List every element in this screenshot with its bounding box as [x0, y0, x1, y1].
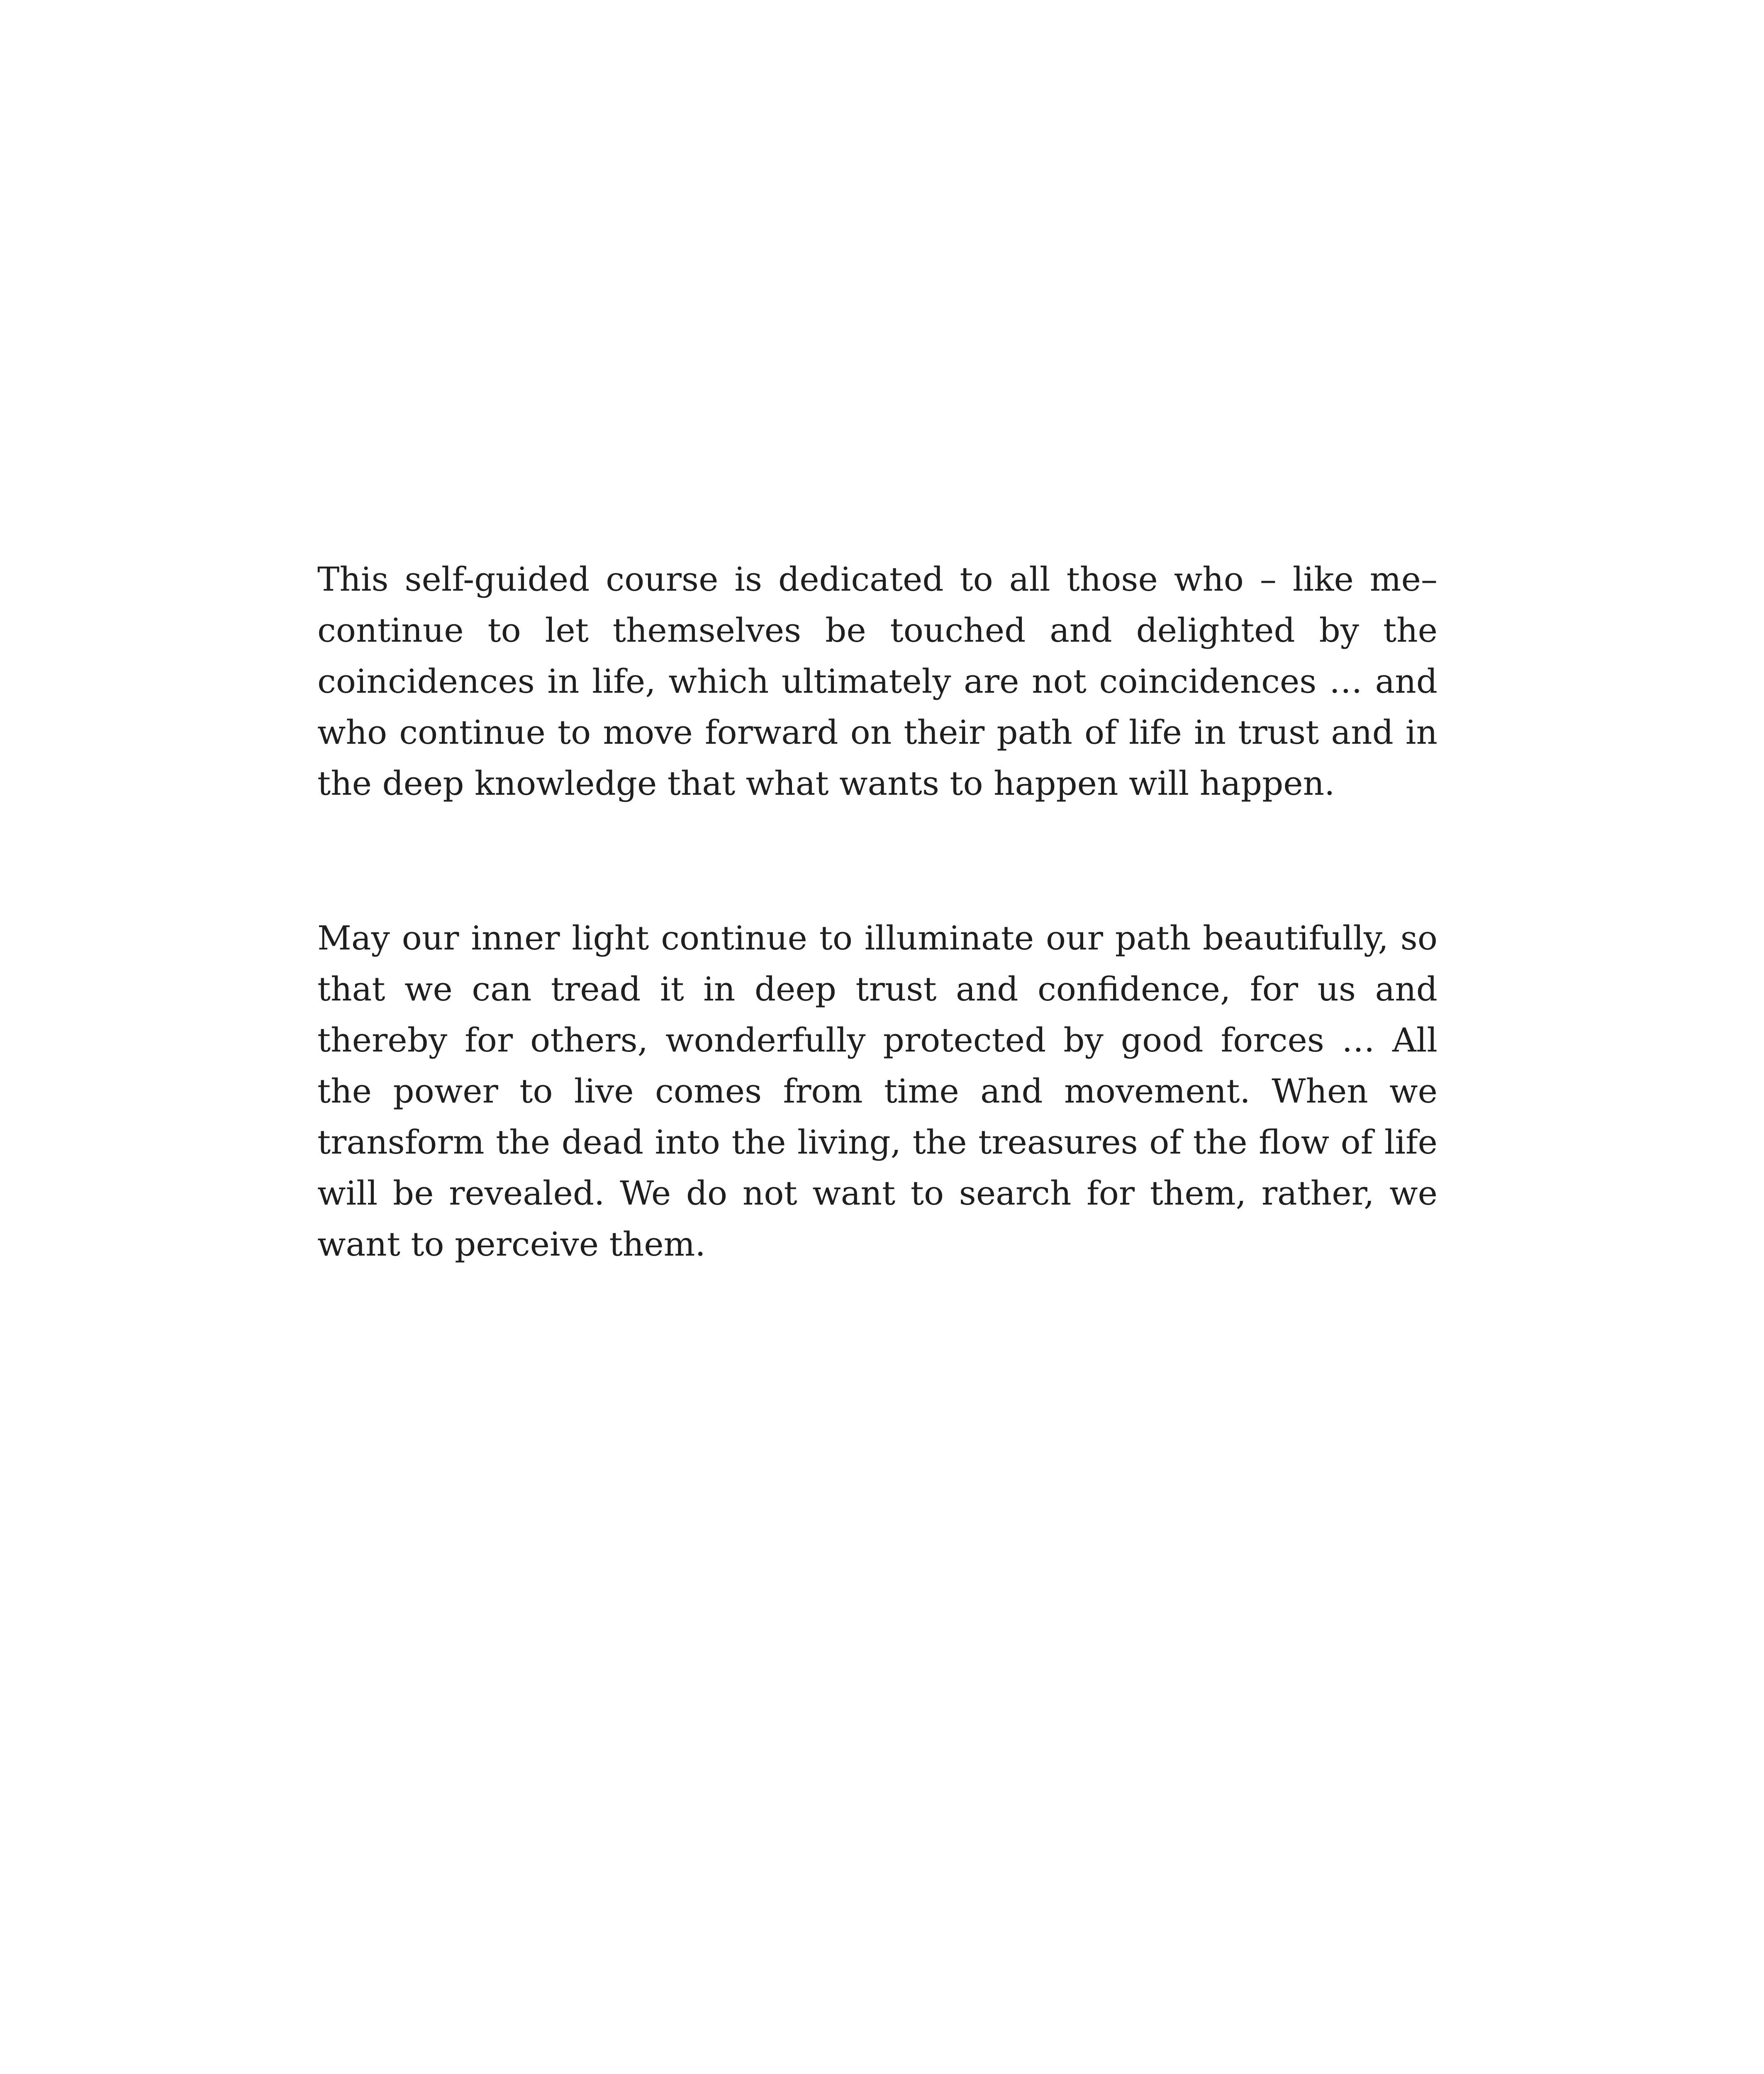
dedication-paragraph: This self-guided course is dedicated to all those who – like me– continue to let themselves be touched and delighted by the coincidences in life, which ultimately are not coincidences … and who continue to move forward on their path of life in trust and in the deep knowledge that what wants to happen will happen.: [317, 560, 1438, 803]
inner-light-paragraph: May our inner light continue to illuminate our path beautifully, so that we can tread it in deep trust and confidence, for us and thereby for others, wonderfully protected by good forces … All the power to live comes from time and movement. When we transform the dead into the living, the treasures of the flow of life will be revealed. We do not want to search for them, rather, we want to perceive them.: [317, 919, 1438, 1263]
